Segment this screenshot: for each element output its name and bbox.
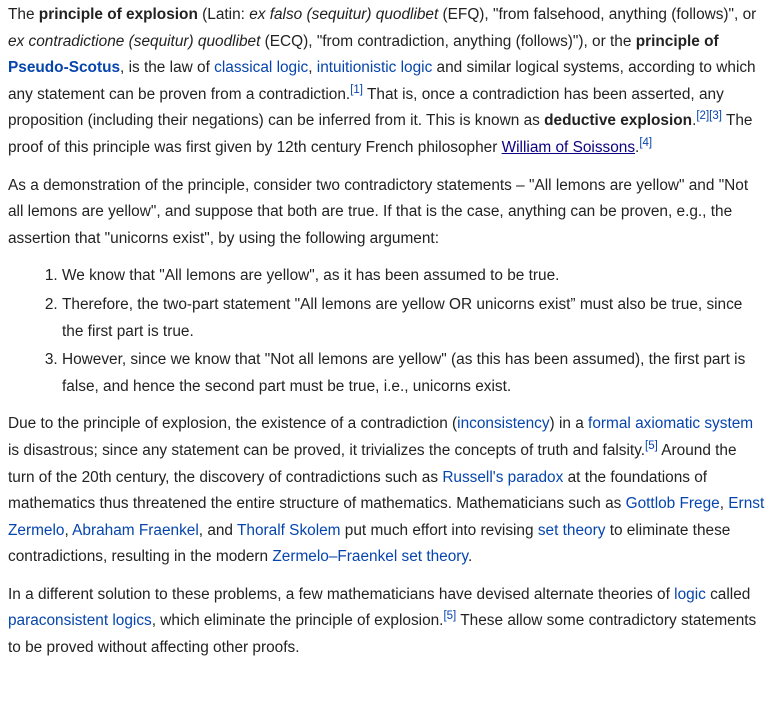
link-classical-logic[interactable]: classical logic <box>214 59 309 77</box>
link-inconsistency[interactable]: inconsistency <box>457 415 550 433</box>
demonstration-paragraph: As a demonstration of the principle, consider two contradictory statements – "All lemons are yellow" and "Not all lemons are yellow", and suppose that both are true. If that is the case, anything can be proven, e.g., the assertion that "unicorns exist", by using the following argument: <box>8 176 749 247</box>
argument-list <box>8 263 766 400</box>
latin-efq: ex falso (sequitur) quodlibet <box>249 6 439 23</box>
link-russells-paradox[interactable]: Russell's paradox <box>442 468 564 486</box>
citation-3 <box>709 110 722 122</box>
link-william-of-soissons[interactable]: William of Soissons <box>501 138 636 156</box>
citation-1 <box>350 84 363 96</box>
link-zermelo-fraenkel-set-theory[interactable]: Zermelo–Fraenkel set theory <box>272 548 468 566</box>
term-deductive-explosion: deductive explosion <box>544 112 693 130</box>
link-intuitionistic-logic[interactable]: intuitionistic logic <box>316 59 433 77</box>
consequences-paragraph: Due to the principle of explosion, the existence of a contradiction (inconsistency) in a formal axiomatic system is disastrous; since any statement can be proved, it trivializes the concepts of truth and falsity.[5] Around the turn of the 20th century, the discovery of contradictions such as Russell's paradox at the foundations of mathematics thus threatened the entire structure of mathematics. Mathematicians such as Gottlob Frege, Ernst Zermelo, Abraham Fraenkel, and Thoralf Skolem put much effort into revising set theory to eliminate these contradictions, resulting in the modern Zermelo–Fraenkel set theory. <box>8 415 765 566</box>
citation-link-2[interactable]: [2] <box>696 110 710 123</box>
argument-step: 1. We know that "All lemons are yellow", as it has been assumed to be true. <box>62 263 766 290</box>
latin-ecq: ex contradictione (sequitur) quodlibet <box>8 32 261 50</box>
link-paraconsistent-logics[interactable]: paraconsistent logics <box>8 612 152 630</box>
citation-link-5[interactable]: [5] <box>443 610 457 623</box>
intro-paragraph: The principle of explosion (Latin: ex falso (sequitur) quodlibet (EFQ), "from falsehood, anything (follows)", or ex contradictione (sequitur) quodlibet (ECQ), "from contradiction, anything (follows)"), or the principle of Pseudo-Scotus, is the law of classical logic, intuitionistic logic and similar logical systems, according to which any statement can be proven from a contradiction.[1] That is, once a contradiction has been asserted, any proposition (including their negations) can be inferred from it. This is known as deductive explosion.[2][3] The proof of this principle was first given by 12th century French philosopher William of Soissons.[4] <box>8 6 757 156</box>
citation-link-1[interactable]: [1] <box>350 83 363 96</box>
link-ernst-zermelo[interactable]: Ernst Zermelo <box>8 495 765 539</box>
citation-5 <box>443 610 456 622</box>
link-gottlob-frege[interactable]: Gottlob Frege <box>625 495 720 513</box>
term-principle-of-explosion: principle of explosion <box>38 6 198 23</box>
link-pseudo-scotus[interactable]: Pseudo-Scotus <box>8 59 121 77</box>
link-logic[interactable]: logic <box>674 585 706 603</box>
citation-2 <box>696 110 709 122</box>
citation-4 <box>639 137 652 149</box>
argument-step: 3. However, since we know that "Not all lemons are yellow" (as this has been assumed), the first part is false, and hence the second part must be true, i.e., unicorns exist. <box>62 347 766 400</box>
citation-link-3[interactable]: [3] <box>709 110 722 123</box>
citation-link-5[interactable]: [5] <box>645 439 658 452</box>
citation-5 <box>645 440 658 452</box>
link-thoralf-skolem[interactable]: Thoralf Skolem <box>237 521 341 539</box>
link-set-theory[interactable]: set theory <box>537 521 606 539</box>
citation-link-4[interactable]: [4] <box>639 136 653 149</box>
link-formal-axiomatic-system[interactable]: formal axiomatic system <box>588 415 754 433</box>
argument-step: 2. Therefore, the two-part statement "All lemons are yellow OR unicorns exist” must also be true, since the first part is true. <box>62 292 766 345</box>
term-principle-of: principle of <box>635 32 719 50</box>
link-abraham-fraenkel[interactable]: Abraham Fraenkel <box>72 521 199 539</box>
paraconsistent-paragraph: In a different solution to these problems, a few mathematicians have devised alternate theories of logic called paraconsistent logics, which eliminate the principle of explosion.[5] These allow some contradictory statements to be proved without affecting other proofs. <box>8 585 757 657</box>
